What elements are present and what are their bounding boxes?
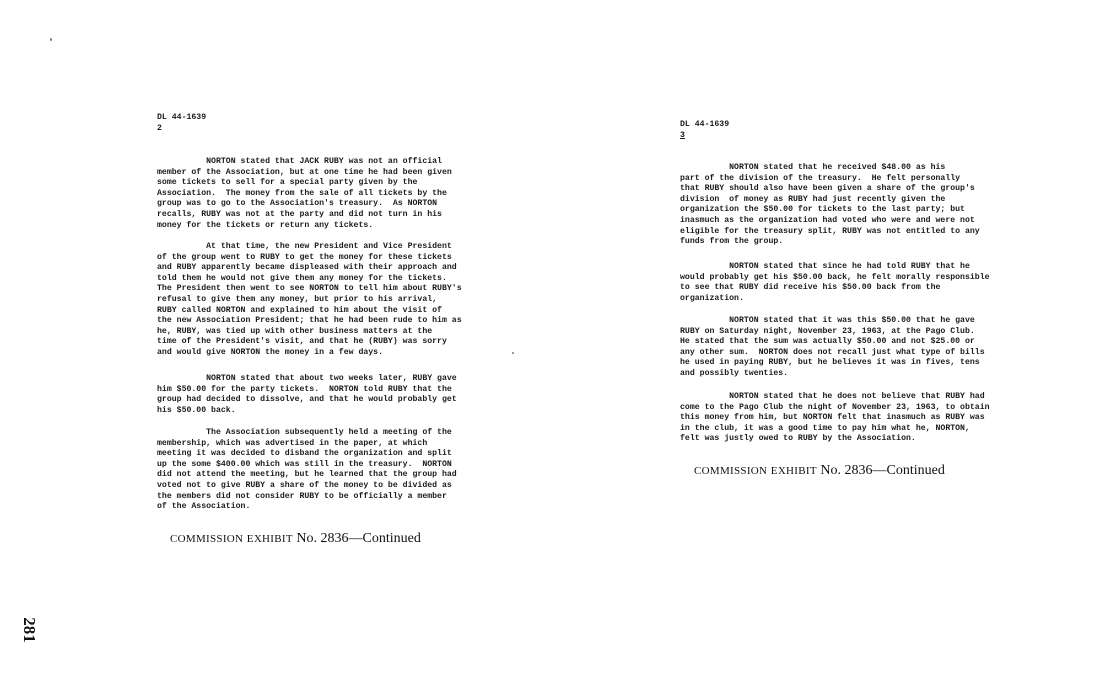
caption-number: No. 2836—Continued — [820, 463, 945, 478]
page-folio: 281 — [20, 617, 39, 643]
scan-speck — [50, 38, 52, 41]
caption-word: EXHIBIT — [246, 533, 293, 545]
paragraph: The Association subsequently held a meeting of the membership, which was advertised in the paper, at which meeting it was decided to disband the organization and split up the some $400.00 which was still in the treasury. NORTON did not attend the meeting, but he learned that the group had voted not to give RUBY a share of the money to be divided as the members did not consider RUBY to be officially a member of the Association. — [157, 428, 457, 512]
paragraph: NORTON stated that since he had told RUBY that he would probably get his $50.00 back, he felt morally responsible to see that RUBY did receive his $50.00 back from the organization. — [680, 262, 990, 303]
caption-word: COMMISSION — [170, 533, 244, 545]
exhibit-caption — [694, 463, 945, 479]
caption-word: EXHIBIT — [770, 465, 817, 477]
exhibit-caption — [170, 531, 421, 547]
file-number: DL 44-1639 — [157, 113, 207, 122]
right-page — [547, 0, 1094, 691]
paragraph: NORTON stated that about two weeks later, RUBY gave him $50.00 for the party tickets. NORTON told RUBY that the group had decided to dissolve, and that he would probably get his $50.00 back. — [157, 374, 457, 415]
paragraph: NORTON stated that he does not believe that RUBY had come to the Pago Club the night of November 23, 1963, to obtain this money from him, but NORTON felt that inasmuch as RUBY was in the club, it was a good time to pay him what he, NORTON, felt was justly owed to RUBY by the Association. — [680, 392, 990, 444]
caption-number: No. 2836—Continued — [296, 531, 421, 546]
paragraph: At that time, the new President and Vice President of the group went to RUBY to get the money for these tickets and RUBY apparently became displeased with their approach and told them he would not give them any money for the tickets. The President then went to see NORTON to tell him about RUBY's refusal to give them any money, but prior to his arrival, RUBY called NORTON and explained to him about the visit of the new Association President; that he had been rude to him as he, RUBY, was tied up with other business matters at the time of the President's visit, and that he (RUBY) was sorry and would give NORTON the money in a few days. — [157, 242, 462, 357]
paragraph: NORTON stated that JACK RUBY was not an official member of the Association, but at one time he had been given some tickets to sell for a special party given by the Association. The money from the sale of all tickets by the group was to go to the Association's treasury. As NORTON recalls, RUBY was not at the party and did not turn in his money for the tickets or return any tickets. — [157, 157, 452, 230]
paragraph: NORTON stated that he received $48.00 as his part of the division of the treasury. He felt personally that RUBY should also have been given a share of the group's division of money as RUBY had just recently given the organization the $50.00 for tickets to the last party; but inasmuch as the organization had voted who were and were not eligible for the treasury split, RUBY was not entitled to any funds from the group. — [680, 163, 980, 247]
caption-word: COMMISSION — [694, 465, 768, 477]
scan-speck — [512, 352, 514, 354]
page-number: 2 — [157, 124, 162, 133]
file-number: DL 44-1639 — [680, 120, 730, 129]
page-number: 3 — [680, 131, 685, 140]
paragraph: NORTON stated that it was this $50.00 that he gave RUBY on Saturday night, November 23, 1963, at the Pago Club. He stated that the sum was actually $50.00 and not $25.00 or any other sum. NORTON does not recall just what type of bills he used in paying RUBY, but he believes it was in fives, tens and possibly twenties. — [680, 316, 985, 378]
